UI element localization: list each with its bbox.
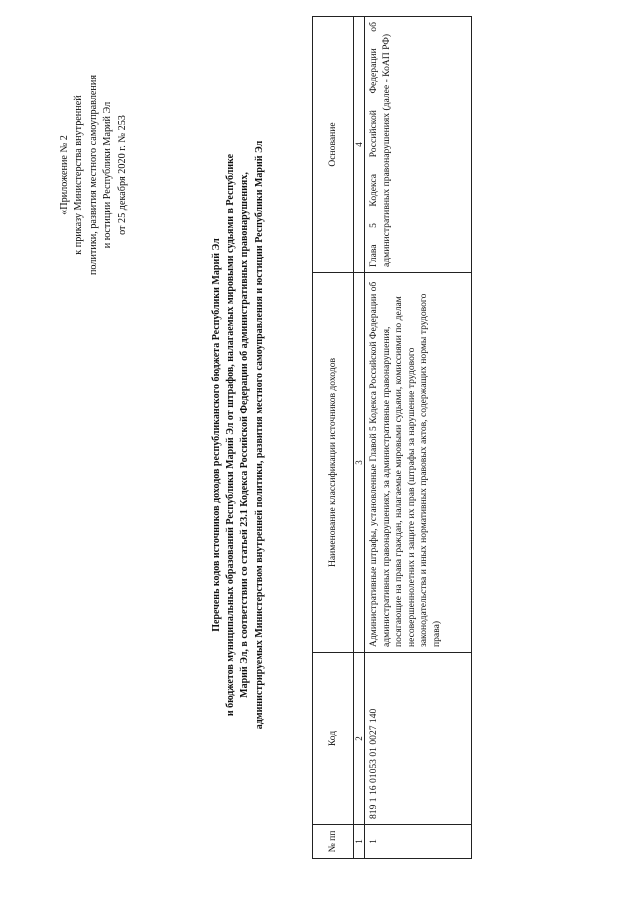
header-number: № пп (313, 825, 354, 859)
appendix-note (58, 25, 130, 325)
appendix-line: и юстиции Республики Марий Эл (102, 101, 114, 249)
appendix-line: политики, развития местного самоуправления (87, 74, 99, 276)
header-code: Код (313, 653, 354, 825)
appendix-line: «Приложение № 2 (59, 135, 70, 215)
title-line: и бюджетов муниципальных образований Республики Марий Эл от штрафов, налагаемых мировыми судьями в Республике (225, 153, 237, 717)
title-line: администрируемых Министерством внутренней политики, развития местного самоуправления и юстиции Республики Марий Эл (253, 140, 265, 730)
column-number: 4 (354, 17, 365, 273)
title-line: Марий Эл, в соответствии со статьей 23.1 Кодекса Российской Федерации об административных правонарушениях, (239, 172, 251, 698)
header-basis: Основание (313, 17, 354, 273)
table-row (365, 17, 472, 859)
row-basis: Глава 5 Кодекса Российской Федерации об административных правонарушениях (далее - КоАП РФ) (365, 17, 472, 273)
header-name: Наименование классификации источников доходов (313, 273, 354, 653)
row-number: 1 (365, 825, 472, 859)
column-number: 2 (354, 653, 365, 825)
column-number: 1 (354, 825, 365, 859)
table-header-row (313, 17, 354, 859)
appendix-line: к приказу Министерства внутренней (73, 95, 85, 255)
document-title (210, 115, 267, 755)
income-codes-table (312, 16, 472, 859)
column-number: 3 (354, 273, 365, 653)
title-line: Перечень кодов источников доходов республиканского бюджета Республики Марий Эл (211, 238, 222, 632)
appendix-line: от 25 декабря 2020 г. № 253 (116, 115, 128, 235)
row-name: Административные штрафы, установленные Главой 5 Кодекса Российской Федерации об административных правонарушениях, за административные правонарушения, посягающие на права граждан, налагаемые мировыми судьями, комиссиями по делам несовершеннолетних и защите их прав (штрафы за нарушение трудового законодательства и иных нормативных правовых актов, содержащих нормы трудового права) (365, 273, 472, 653)
column-number-row (354, 17, 365, 859)
row-code: 819 1 16 01053 01 0027 140 (365, 653, 472, 825)
